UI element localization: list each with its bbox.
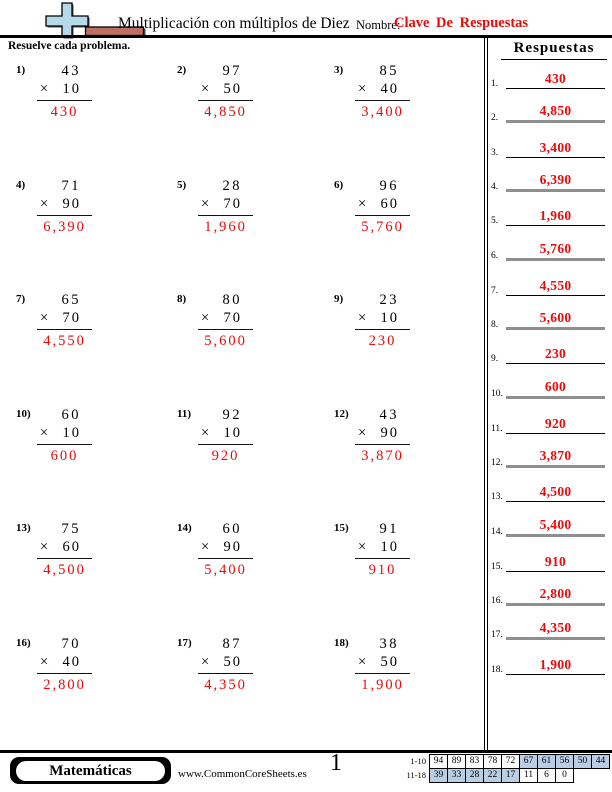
multiplicand: 96 (379, 178, 399, 194)
problem-work (355, 292, 410, 350)
answer-value: 920 (544, 416, 567, 431)
multiplicand: 75 (61, 521, 81, 537)
answer-value: 230 (544, 346, 567, 361)
multiplicand: 97 (222, 63, 242, 79)
times-icon: × (40, 654, 51, 670)
problem-work (37, 63, 92, 121)
times-icon: × (358, 196, 369, 212)
problem-1 (16, 63, 126, 121)
multiplier-row (198, 80, 253, 101)
answer-row-10 (489, 377, 609, 399)
answer-number: 7. (491, 286, 499, 296)
multiplier: 40 (62, 654, 81, 670)
answer-line (506, 415, 605, 434)
multiplicand: 38 (379, 636, 399, 652)
answer-number: 13. (491, 492, 503, 502)
plus-icon (46, 3, 88, 37)
multiplier: 50 (223, 654, 242, 670)
subject-badge (10, 757, 171, 784)
multiplier-row (37, 80, 92, 101)
problem-answer: 1,900 (361, 676, 404, 693)
answer-value: 430 (544, 71, 567, 86)
problem-number: 17) (177, 637, 192, 649)
multiplicand: 92 (222, 407, 242, 423)
answer-value: 2,800 (539, 586, 572, 601)
answer-row-5 (489, 204, 609, 226)
times-icon: × (40, 81, 51, 97)
multiplier: 50 (223, 81, 242, 97)
problem-number: 18) (334, 637, 349, 649)
problem-work (355, 636, 410, 694)
times-icon: × (40, 310, 51, 326)
answer-value: 4,500 (539, 484, 572, 499)
answer-value: 5,760 (539, 241, 572, 256)
score-cell: 28 (465, 768, 484, 783)
score-cell: 6 (537, 768, 556, 783)
answer-number: 8. (491, 320, 499, 330)
problem-number: 11) (177, 408, 192, 420)
answer-line (506, 447, 605, 468)
times-icon: × (358, 310, 369, 326)
answer-number: 16. (491, 596, 503, 606)
answer-row-6 (489, 239, 609, 261)
answer-row-7 (489, 274, 609, 296)
problem-number: 9) (334, 293, 344, 305)
answer-row-17 (489, 618, 609, 640)
problem-work (198, 636, 253, 694)
times-icon: × (40, 539, 51, 555)
score-cell: 61 (537, 754, 556, 769)
multiplier: 10 (380, 539, 399, 555)
problem-answer: 600 (50, 447, 79, 464)
times-icon: × (201, 81, 212, 97)
multiplier: 70 (223, 310, 242, 326)
multiplier: 90 (62, 196, 81, 212)
multiplier-row (37, 538, 92, 559)
score-table (398, 754, 610, 783)
answer-row-15 (489, 550, 609, 572)
score-cell: 72 (501, 754, 520, 769)
answer-line (506, 553, 605, 572)
answer-line (506, 656, 605, 675)
header-rule (0, 35, 612, 38)
problem-number: 10) (16, 408, 31, 420)
problem-answer: 1,960 (204, 218, 247, 235)
multiplicand: 80 (222, 292, 242, 308)
problem-work (355, 407, 410, 465)
score-cell: 22 (483, 768, 502, 783)
instruction: Resuelve cada problema. (8, 40, 131, 52)
answers-panel-title: Respuestas (501, 40, 607, 60)
problem-work (198, 521, 253, 579)
multiplicand: 71 (61, 178, 81, 194)
multiplier-row (355, 424, 410, 445)
website-url: www.CommonCoreSheets.es (178, 768, 307, 780)
problem-answer: 3,400 (361, 103, 404, 120)
multiplier: 60 (380, 196, 399, 212)
answer-value: 4,350 (539, 620, 572, 635)
score-cell: 67 (519, 754, 538, 769)
score-cell: 44 (591, 754, 610, 769)
problem-answer: 230 (368, 332, 397, 349)
problem-work (198, 407, 253, 465)
problem-answer: 4,550 (43, 332, 86, 349)
score-cell: 94 (429, 754, 448, 769)
answer-number: 5. (491, 216, 499, 226)
multiplier-row (37, 424, 92, 445)
problem-answer: 4,850 (204, 103, 247, 120)
multiplicand: 87 (222, 636, 242, 652)
multiplier-row (355, 538, 410, 559)
multiplicand: 43 (379, 407, 399, 423)
multiplier-row (198, 424, 253, 445)
problem-9 (334, 292, 444, 350)
times-icon: × (201, 654, 212, 670)
multiplier: 10 (223, 425, 242, 441)
answer-number: 3. (491, 148, 499, 158)
problem-11 (177, 407, 287, 465)
problem-number: 5) (177, 179, 187, 191)
problem-answer: 5,400 (204, 561, 247, 578)
multiplier: 90 (380, 425, 399, 441)
answer-row-13 (489, 480, 609, 502)
times-icon: × (358, 81, 369, 97)
score-cell: 56 (555, 754, 574, 769)
problem-number: 16) (16, 637, 31, 649)
problem-work (37, 407, 92, 465)
answer-row-16 (489, 584, 609, 606)
answer-row-4 (489, 170, 609, 192)
answer-value: 5,600 (539, 310, 572, 325)
problem-number: 14) (177, 522, 192, 534)
answer-number: 2. (491, 113, 499, 123)
multiplier-row (37, 195, 92, 216)
problem-number: 15) (334, 522, 349, 534)
answer-value: 1,900 (539, 657, 572, 672)
answer-row-12 (489, 446, 609, 468)
answer-value: 910 (544, 554, 567, 569)
problem-work (198, 63, 253, 121)
answer-line (506, 207, 605, 226)
problem-17 (177, 636, 287, 694)
answer-number: 14. (491, 527, 503, 537)
multiplicand: 43 (61, 63, 81, 79)
problem-work (37, 292, 92, 350)
problem-number: 7) (16, 293, 26, 305)
problem-13 (16, 521, 126, 579)
answer-number: 18. (491, 665, 503, 675)
problem-answer: 3,870 (361, 447, 404, 464)
problem-answer: 5,600 (204, 332, 247, 349)
multiplier-row (198, 309, 253, 330)
multiplier: 10 (380, 310, 399, 326)
times-icon: × (40, 425, 51, 441)
score-row-label: 1-10 (410, 756, 426, 766)
page-title: Multiplicación con múltiplos de Diez (118, 15, 350, 32)
multiplicand: 60 (61, 407, 81, 423)
score-cell: 33 (447, 768, 466, 783)
score-cell: 78 (483, 754, 502, 769)
answer-number: 15. (491, 562, 503, 572)
answer-row-11 (489, 412, 609, 434)
multiplicand: 28 (222, 178, 242, 194)
problem-16 (16, 636, 126, 694)
problem-number: 3) (334, 64, 344, 76)
name-value: Clave De Respuestas (394, 15, 529, 31)
problem-number: 2) (177, 64, 187, 76)
answer-value: 3,870 (539, 448, 572, 463)
problem-number: 8) (177, 293, 187, 305)
answer-number: 10. (491, 389, 503, 399)
multiplicand: 91 (379, 521, 399, 537)
problem-work (355, 178, 410, 236)
times-icon: × (201, 425, 212, 441)
multiplier: 50 (380, 654, 399, 670)
multiplier-row (355, 309, 410, 330)
score-cell: 11 (519, 768, 538, 783)
name-label: Nombre: (356, 18, 401, 32)
score-cell: 0 (555, 768, 574, 783)
problem-15 (334, 521, 444, 579)
multiplicand: 23 (379, 292, 399, 308)
multiplier: 10 (62, 425, 81, 441)
problem-2 (177, 63, 287, 121)
problem-number: 4) (16, 179, 26, 191)
problem-number: 13) (16, 522, 31, 534)
answer-line (506, 102, 605, 123)
times-icon: × (201, 539, 212, 555)
answer-value: 3,400 (539, 140, 572, 155)
times-icon: × (40, 196, 51, 212)
answer-number: 9. (491, 354, 499, 364)
multiplier-row (355, 653, 410, 674)
multiplier-row (355, 195, 410, 216)
problem-14 (177, 521, 287, 579)
answer-line (506, 619, 605, 640)
multiplier-row (37, 309, 92, 330)
answer-number: 12. (491, 458, 503, 468)
problem-5 (177, 178, 287, 236)
subject-badge-label: Matemáticas (16, 761, 165, 781)
times-icon: × (358, 654, 369, 670)
answer-row-18 (489, 653, 609, 675)
answer-row-9 (489, 342, 609, 364)
score-row-label: 11-18 (406, 770, 426, 780)
multiplicand: 60 (222, 521, 242, 537)
times-icon: × (201, 310, 212, 326)
times-icon: × (201, 196, 212, 212)
score-row-1 (398, 754, 610, 769)
problem-answer: 6,390 (43, 218, 86, 235)
multiplier-row (198, 195, 253, 216)
answer-number: 4. (491, 182, 499, 192)
multiplier-row (198, 538, 253, 559)
answer-row-3 (489, 136, 609, 158)
problem-work (198, 292, 253, 350)
answer-value: 600 (544, 379, 567, 394)
score-row-2 (398, 768, 610, 783)
problem-3 (334, 63, 444, 121)
score-cell: 89 (447, 754, 466, 769)
problem-number: 6) (334, 179, 344, 191)
problem-work (355, 521, 410, 579)
problem-4 (16, 178, 126, 236)
problem-7 (16, 292, 126, 350)
multiplier-row (37, 653, 92, 674)
problem-answer: 5,760 (361, 218, 404, 235)
answer-line (506, 378, 605, 399)
multiplier: 90 (223, 539, 242, 555)
problem-number: 1) (16, 64, 26, 76)
answer-row-14 (489, 515, 609, 537)
answer-line (506, 277, 605, 296)
problem-6 (334, 178, 444, 236)
multiplicand: 85 (379, 63, 399, 79)
problem-work (37, 178, 92, 236)
problem-work (355, 63, 410, 121)
answer-value: 6,390 (539, 172, 572, 187)
problem-number: 12) (334, 408, 349, 420)
page-number: 1 (330, 750, 342, 776)
problem-answer: 4,500 (43, 561, 86, 578)
answer-line (506, 309, 605, 330)
problem-answer: 4,350 (204, 676, 247, 693)
answer-number: 17. (491, 630, 503, 640)
answer-line (506, 171, 605, 192)
sidebar-divider (484, 37, 488, 751)
answer-value: 4,550 (539, 278, 572, 293)
answer-row-2 (489, 101, 609, 123)
answer-line (506, 516, 605, 537)
answer-row-1 (489, 67, 609, 89)
times-icon: × (358, 425, 369, 441)
problem-work (37, 521, 92, 579)
answer-number: 1. (491, 79, 499, 89)
answer-line (506, 585, 605, 606)
times-icon: × (358, 539, 369, 555)
answer-value: 1,960 (539, 208, 572, 223)
problem-work (198, 178, 253, 236)
answer-value: 5,400 (539, 517, 572, 532)
multiplier: 10 (62, 81, 81, 97)
footer-rule (0, 750, 612, 753)
answer-row-8 (489, 308, 609, 330)
answer-number: 6. (491, 251, 499, 261)
multiplicand: 65 (61, 292, 81, 308)
answer-line (506, 240, 605, 261)
score-cell: 17 (501, 768, 520, 783)
multiplier: 70 (223, 196, 242, 212)
problem-answer: 430 (50, 103, 79, 120)
multiplier: 60 (62, 539, 81, 555)
problem-10 (16, 407, 126, 465)
multiplier: 70 (62, 310, 81, 326)
problem-answer: 2,800 (43, 676, 86, 693)
problem-18 (334, 636, 444, 694)
multiplier-row (355, 80, 410, 101)
multiplier: 40 (380, 81, 399, 97)
problem-12 (334, 407, 444, 465)
answer-value: 4,850 (539, 103, 572, 118)
problem-answer: 920 (211, 447, 240, 464)
answer-number: 11. (491, 424, 503, 434)
multiplicand: 70 (61, 636, 81, 652)
answer-line (506, 345, 605, 364)
score-cell: 50 (573, 754, 592, 769)
answer-line (506, 70, 605, 89)
score-cell: 39 (429, 768, 448, 783)
problem-work (37, 636, 92, 694)
multiplier-row (198, 653, 253, 674)
answer-line (506, 483, 605, 502)
problem-answer: 910 (368, 561, 397, 578)
score-cell: 83 (465, 754, 484, 769)
answer-line (506, 139, 605, 158)
problem-8 (177, 292, 287, 350)
